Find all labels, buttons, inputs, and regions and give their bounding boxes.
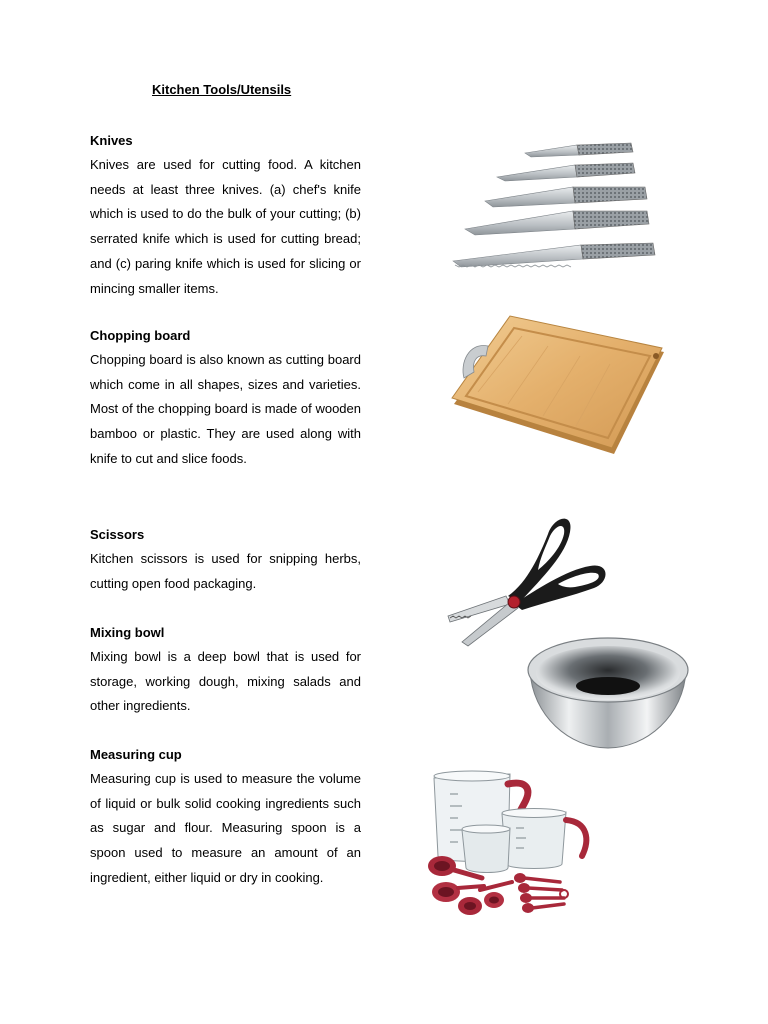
section-scissors: [90, 522, 361, 596]
section-body: Kitchen scissors is used for snipping herbs, cutting open food packaging.: [90, 551, 361, 591]
section-chopping-board: [90, 323, 361, 472]
section-knives: [90, 128, 361, 301]
section-heading: Mixing bowl: [90, 625, 165, 640]
cutting-board-image: [448, 312, 673, 462]
section-mixing-bowl: [90, 620, 361, 719]
section-measuring-cup: [90, 742, 361, 891]
measuring-cups-and-spoons-icon: [420, 770, 600, 925]
page-title: Kitchen Tools/Utensils: [152, 82, 292, 97]
section-heading: Scissors: [90, 527, 145, 542]
mixing-bowl-image: [524, 628, 692, 753]
steel-mixing-bowl-icon: [524, 628, 692, 753]
section-heading: Measuring cup: [90, 747, 182, 762]
measuring-cups-image: [420, 770, 600, 925]
section-heading: Chopping board: [90, 328, 191, 343]
knife-set-image: [445, 135, 665, 275]
knife-set-icon: [445, 135, 665, 275]
section-heading: Knives: [90, 133, 133, 148]
section-body: Measuring cup is used to measure the volume of liquid or bulk solid cooking ingredients such as sugar and flour. Measuring spoon is a spoon used to measure an amount of an ingredient, either liquid or dry in cooking.: [90, 771, 361, 885]
cutting-board-icon: [448, 312, 673, 462]
section-body: Knives are used for cutting food. A kitchen needs at least three knives. (a) chef's knife which is used to do the bulk of your cutting; (b) serrated knife which is used for cutting bread; and (c) paring knife which is used for slicing or mincing smaller items.: [90, 157, 361, 296]
section-body: Mixing bowl is a deep bowl that is used for storage, working dough, mixing salads and other ingredients.: [90, 649, 361, 714]
section-body: Chopping board is also known as cutting board which come in all shapes, sizes and varieties. Most of the chopping board is made of wooden bamboo or plastic. They are used along with knife to cut and slice foods.: [90, 352, 361, 466]
